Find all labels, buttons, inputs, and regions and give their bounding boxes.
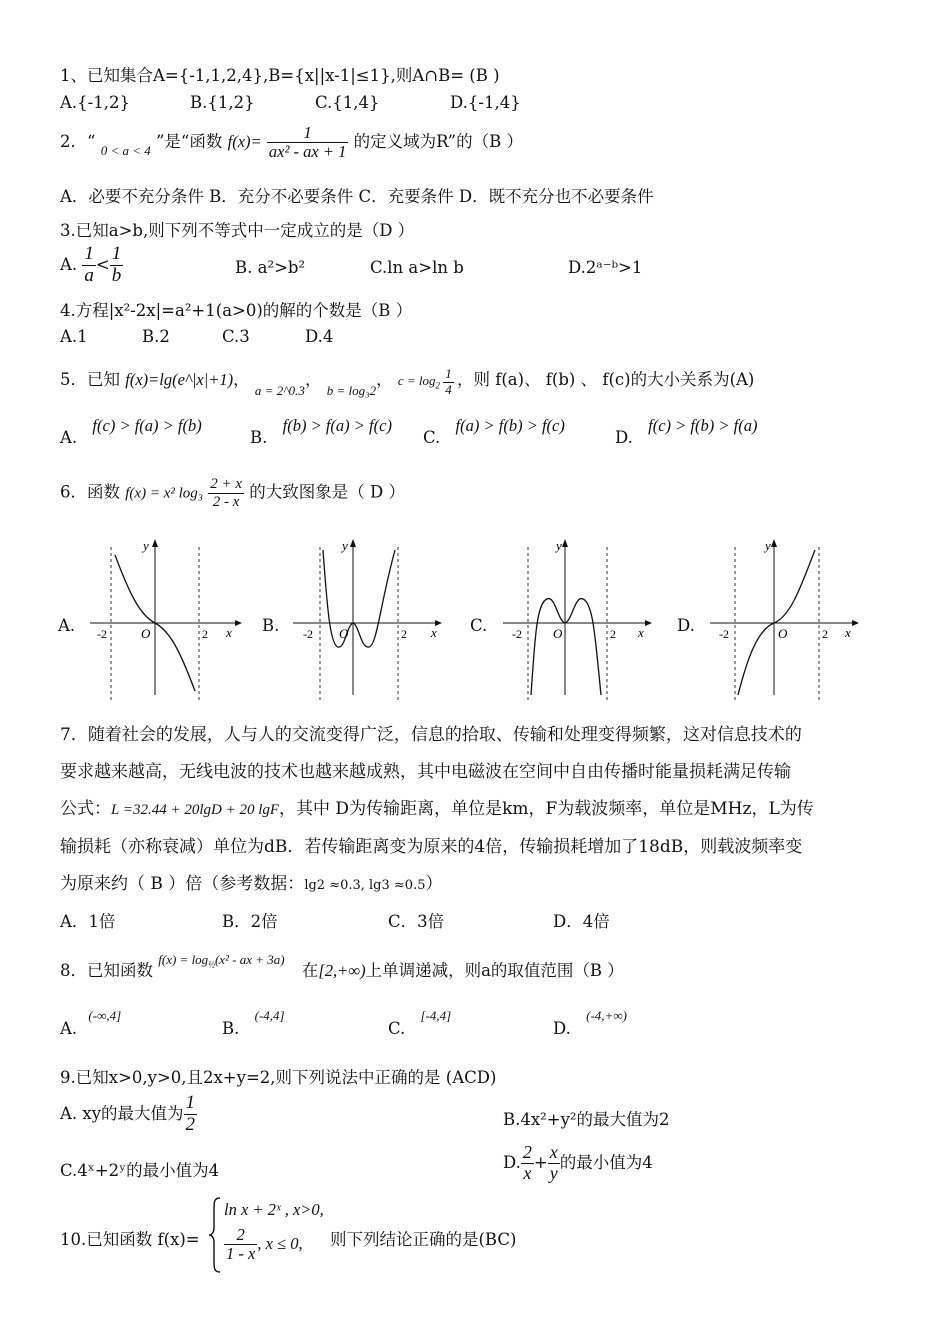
q5-text1: 5．已知: [60, 370, 120, 389]
q7-line3a: 公式：: [60, 799, 111, 819]
svg-text:O: O: [778, 626, 788, 641]
svg-text:-2: -2: [97, 627, 107, 641]
q10-case2-frac: [224, 1226, 257, 1263]
q2-text-end: 的定义域为R”的（B ）: [353, 132, 523, 152]
q8-mid: 在: [301, 961, 319, 980]
q3-option-b: B. a²>b²: [235, 258, 306, 277]
q8-optA-expr: (-∞,4]: [88, 1008, 122, 1023]
svg-text:y: y: [143, 538, 149, 553]
svg-text:O: O: [553, 626, 563, 641]
q1-option-b: B.{1,2}: [190, 93, 255, 112]
q8-optD-label: D.: [553, 1019, 571, 1038]
svg-text:-2: -2: [303, 627, 313, 641]
q9-option-c: C.4ˣ+2ʸ的最小值为4: [60, 1161, 220, 1180]
q5-optB-label: B.: [250, 428, 268, 447]
q9-optD-tail: 的最小值为4: [559, 1152, 653, 1172]
q1-option-a: A.{-1,2}: [60, 93, 130, 112]
q7-line3: [60, 791, 900, 829]
q9-optA-den: 2: [185, 1113, 196, 1135]
q6-frac-den: 2 - x: [212, 493, 240, 510]
q3-option-a: [60, 244, 123, 287]
q9-optD-frac2: [548, 1143, 560, 1184]
q7-reference: lg2 ≈0.3, lg3 ≈0.5: [304, 878, 426, 893]
q6-fraction: [208, 476, 244, 510]
q6-graph-b-label: B.: [262, 616, 280, 635]
svg-text:x: x: [638, 625, 644, 640]
q6-graph-c-label: C.: [470, 616, 488, 635]
q5-c-frac: [443, 367, 454, 397]
q2-func-lhs: f(x)=: [227, 132, 262, 152]
q8-optB-label: B.: [222, 1019, 240, 1038]
q9-optD-frac1: [521, 1143, 534, 1184]
q5-c-base: 2: [435, 380, 440, 391]
q6-frac-num: 2 + x: [210, 476, 243, 492]
q5-option-d: [615, 416, 758, 447]
svg-text:x: x: [431, 625, 437, 640]
q5-optA-label: A.: [60, 428, 78, 447]
q2-frac-den: ax² - ax + 1: [268, 142, 347, 162]
q3-optA-den1: a: [84, 264, 94, 286]
q8-option-d: [553, 1005, 627, 1038]
svg-text:2: 2: [202, 627, 208, 641]
q5-func: f(x)=lg(e^|x|+1): [125, 370, 234, 389]
q9-optA-pre: A. xy的最大值为: [60, 1103, 184, 1123]
q3-optA-frac2: [110, 244, 124, 287]
q6-graph-a-label: A.: [58, 616, 76, 635]
svg-text:-2: -2: [512, 627, 522, 641]
q3-option-c: C.ln a>ln b: [370, 258, 464, 277]
q3-optA-label: A.: [60, 254, 78, 274]
q3-optA-frac1: [82, 244, 96, 287]
q5-optD-label: D.: [615, 428, 633, 447]
q2-num: 2．: [60, 132, 87, 152]
q6-func: f(x) = x² log₃: [125, 485, 203, 502]
svg-text:y: y: [342, 538, 348, 553]
q7-line3b: ，其中 D为传输距离，单位是km，F为载波频率，单位是MHz，L为传: [279, 799, 814, 819]
q6-graph-b: [285, 535, 450, 700]
q7-line2: 要求越来越高，无线电波的技术也越来越成熟，其中电磁波在空间中自由传播时能量损耗满足传输: [60, 762, 791, 782]
q8-interval: [2,+∞): [318, 961, 366, 980]
q7-line4: 输损耗（亦称衰减）单位为dB．若传输距离变为原来的4倍，传输损耗增加了18dB，则载波频率变: [60, 837, 803, 857]
q7-option-d: D．4倍: [553, 912, 610, 931]
q8-option-c: [388, 1005, 452, 1038]
q8-func-base: ½: [208, 959, 215, 970]
q5-b: b = log₃2: [326, 383, 377, 398]
q2-frac-num: 1: [267, 124, 348, 143]
q1-option-c: C.{1,4}: [315, 93, 380, 112]
q8-tail: 上单调递减，则a的取值范围（B ）: [365, 961, 624, 980]
q3-option-d: D.2ᵃ⁻ᵇ>1: [568, 258, 643, 277]
q10-case2: [224, 1226, 303, 1263]
q9-optD-n1: 2: [522, 1142, 532, 1162]
q9-optA-frac: [184, 1093, 198, 1136]
q9-optD-n2: x: [549, 1142, 558, 1162]
svg-text:2: 2: [610, 627, 616, 641]
q4-option-d: D.4: [305, 327, 334, 346]
svg-text:2: 2: [822, 627, 828, 641]
svg-text:x: x: [226, 625, 232, 640]
q2-options: A．必要不充分条件 B．充分不必要条件 C．充要条件 D．既不充分也不必要条件: [60, 187, 654, 206]
q1-stem: 1、已知集合A={-1,1,2,4},B={x||x-1|≤1},则A∩B= (B ): [60, 66, 500, 85]
svg-text:-2: -2: [719, 627, 729, 641]
q3-stem: 3.已知a>b,则下列不等式中一定成立的是（D ）: [60, 221, 415, 240]
q10-case1: ln x + 2ˣ , x>0,: [224, 1200, 324, 1219]
q5-tail: ，则 f(a)、 f(b) 、 f(c)的大小关系为(A): [457, 370, 755, 389]
q10-case2-tail: , x ≤ 0,: [257, 1234, 303, 1254]
q10-pre: 10.已知函数 f(x)=: [60, 1230, 200, 1249]
q9-option-b: B.4x²+y²的最大值为2: [503, 1110, 670, 1129]
q8-func-b: (x² - ax + 3a): [214, 952, 285, 967]
q9-optD-d1: x: [523, 1162, 532, 1183]
q2-condition: 0 < a < 4: [100, 143, 151, 159]
q6-text1: 6．函数: [60, 482, 120, 502]
q7-option-b: B．2倍: [222, 912, 278, 931]
q3-optA-rel: <: [95, 254, 110, 274]
q5-option-a: [60, 416, 202, 447]
q3-optA-den2: b: [111, 264, 122, 286]
q8-func-a: f(x) = log: [158, 952, 209, 967]
q7-option-a: A．1倍: [60, 912, 116, 931]
q8-func: [158, 952, 288, 970]
q5-optA-expr: f(c) > f(a) > f(b): [92, 416, 202, 435]
q5-optC-label: C.: [423, 428, 441, 447]
q5-a: a = 2^0.3: [254, 383, 305, 398]
q6-stem: [60, 476, 405, 510]
q8-optC-expr: [-4,4]: [420, 1008, 452, 1023]
q7-line5b: ）: [425, 874, 443, 894]
q4-option-a: A.1: [60, 327, 88, 346]
q6-tail: 的大致图象是（ D ）: [249, 482, 405, 502]
q9-option-d: [503, 1143, 653, 1184]
q8-option-a: [60, 1005, 122, 1038]
q6-graph-c: [495, 535, 660, 700]
q10-case2-num: 2: [224, 1226, 257, 1245]
q4-option-b: B.2: [142, 327, 170, 346]
q8-optC-label: C.: [388, 1019, 406, 1038]
svg-text:y: y: [765, 538, 771, 553]
svg-text:x: x: [845, 625, 851, 640]
q8-optD-expr: (-4,+∞): [586, 1008, 627, 1023]
q7-formula: L =32.44 + 20lgD + 20 lgF: [111, 802, 280, 818]
q2-text-mid: ”是“函数: [155, 132, 223, 152]
q7-option-c: C．3倍: [388, 912, 445, 931]
q2-fraction: [267, 124, 348, 161]
q9-stem: 9.已知x>0,y>0,且2x+y=2,则下列说法中正确的是 (ACD): [60, 1068, 497, 1087]
q10-brace: [208, 1196, 222, 1274]
q5-c-num: 1: [445, 366, 452, 382]
q6-graph-a: [85, 535, 245, 700]
q4-stem: 4.方程|x²-2x|=a²+1(a>0)的解的个数是（B ）: [60, 301, 413, 320]
q4-option-c: C.3: [222, 327, 250, 346]
q6-graph-d: [702, 535, 867, 700]
q7-paragraph: [60, 717, 900, 904]
q8-stem: [60, 952, 624, 982]
q9-optD-label: D.: [503, 1152, 521, 1172]
q5-c-pre: c = log: [397, 373, 436, 388]
q10-tail: 则下列结论正确的是(BC): [330, 1230, 517, 1249]
q5-c-den: 4: [445, 381, 452, 397]
q3-optA-num2: 1: [111, 243, 122, 264]
svg-text:O: O: [141, 626, 151, 641]
q3-optA-num1: 1: [84, 243, 94, 264]
q8-text1: 8．已知函数: [60, 961, 153, 980]
q5-stem: 5．已知 f(x)=lg(e^|x|+1)， $_{a = 2\^{}0.3}$， $_{b = log_32}$， $c = \log_2$ $\frac{1}{4}$ ，则 f(a)、 f(b) 、 f(c)的大小关系为(A): [60, 366, 755, 398]
q8-optB-expr: (-4,4]: [254, 1008, 285, 1023]
svg-text:2: 2: [401, 627, 407, 641]
q7-line5: [60, 866, 900, 904]
q9-option-a: [60, 1093, 197, 1136]
q2-stem: [60, 124, 523, 161]
q9-optD-plus: +: [533, 1152, 548, 1172]
q8-optA-label: A.: [60, 1019, 78, 1038]
q8-option-b: [222, 1005, 285, 1038]
q7-line5a: 为原来约（ B ）倍（参考数据：: [60, 874, 305, 894]
q5-option-c: [423, 416, 565, 447]
q9-optA-num: 1: [185, 1092, 196, 1113]
q7-line1: 7．随着社会的发展，人与人的交流变得广泛，信息的拾取、传输和处理变得频繁，这对信息技术的: [60, 725, 802, 745]
q5-optC-expr: f(a) > f(b) > f(c): [455, 416, 565, 435]
svg-text:O: O: [339, 626, 349, 641]
q5-optD-expr: f(c) > f(b) > f(a): [648, 416, 758, 435]
q6-graph-d-label: D.: [677, 616, 695, 635]
q2-open-quote: “: [87, 132, 96, 152]
q5-c: [397, 366, 457, 397]
q1-option-d: D.{-1,4}: [450, 93, 521, 112]
q5-option-b: [250, 416, 392, 447]
svg-text:y: y: [556, 538, 562, 553]
q9-optD-d2: y: [549, 1162, 558, 1183]
q10-case2-den: 1 - x: [226, 1244, 256, 1264]
q5-optB-expr: f(b) > f(a) > f(c): [282, 416, 392, 435]
